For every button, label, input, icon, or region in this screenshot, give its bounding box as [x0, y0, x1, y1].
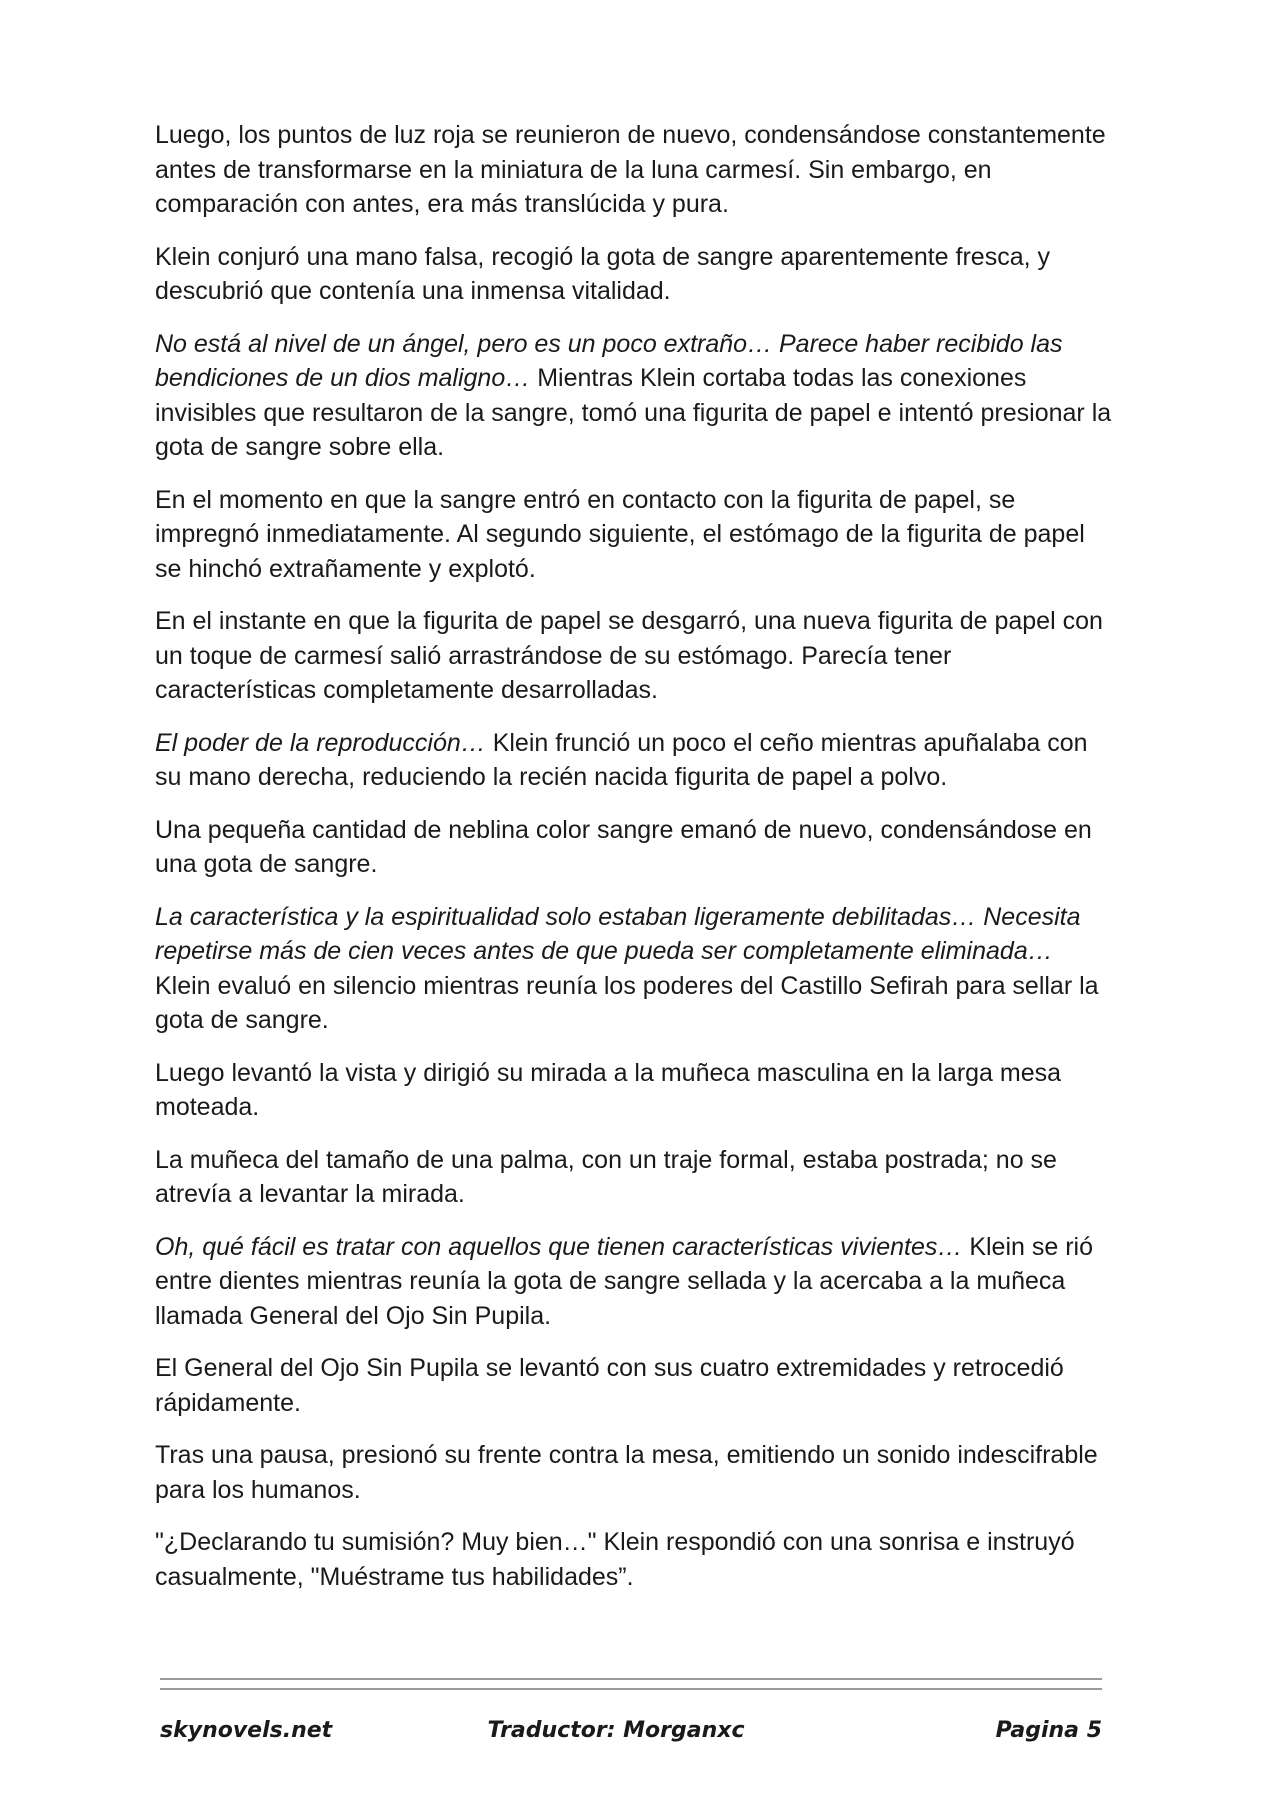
footer-divider-top — [160, 1678, 1102, 1680]
footer-translator: Traductor: Morganxc — [487, 1718, 745, 1743]
paragraph-text: Una pequeña cantidad de neblina color sangre emanó de nuevo, condensándose en una gota de sangre. — [155, 815, 1092, 878]
paragraph-text: Tras una pausa, presionó su frente contra la mesa, emitiendo un sonido indescifrable para los humanos. — [155, 1441, 1098, 1504]
paragraph-text: Klein se rió entre dientes mientras reunía la gota de sangre sellada y la acercaba a la muñeca llamada General del Ojo Sin Pupila. — [155, 1232, 1093, 1330]
footer-divider-bottom — [160, 1688, 1102, 1690]
paragraph-text: Klein frunció un poco el ceño mientras apuñalaba con su mano derecha, reduciendo la recién nacida figurita de papel a polvo. — [155, 728, 1088, 791]
paragraph-text: Klein conjuró una mano falsa, recogió la gota de sangre aparentemente fresca, y descubrió que contenía una inmensa vitalidad. — [155, 242, 1050, 305]
paragraph-text: El General del Ojo Sin Pupila se levantó con sus cuatro extremidades y retrocedió rápidamente. — [155, 1354, 1064, 1417]
paragraph — [155, 900, 1115, 1038]
paragraph — [155, 726, 1115, 795]
italic-thought: No está al nivel de un ángel, pero es un poco extraño… Parece haber recibido las bendiciones de un dios maligno… — [155, 329, 1063, 392]
italic-thought: El poder de la reproducción… — [155, 728, 486, 757]
paragraph — [155, 1143, 1115, 1212]
paragraph — [155, 240, 1115, 309]
paragraph-text: Luego, los puntos de luz roja se reunieron de nuevo, condensándose constantemente antes de transformarse en la miniatura de la luna carmesí. Sin embargo, en comparación con antes, era más translúcida y pura. — [155, 121, 1106, 218]
italic-thought: Oh, qué fácil es tratar con aquellos que tienen características vivientes… — [155, 1232, 963, 1261]
paragraph-text: Klein evaluó en silencio mientras reunía los poderes del Castillo Sefirah para sellar la gota de sangre. — [155, 971, 1099, 1034]
paragraph-text: "¿Declarando tu sumisión? Muy bien…" Klein respondió con una sonrisa e instruyó casualmente, "Muéstrame tus habilidades”. — [155, 1528, 1075, 1591]
chapter-body — [155, 118, 1115, 1612]
paragraph — [155, 1438, 1115, 1507]
paragraph-text: Mientras Klein cortaba todas las conexiones invisibles que resultaron de la sangre, tomó una figurita de papel e intentó presionar la gota de sangre sobre ella. — [155, 364, 1112, 461]
paragraph-text: Luego levantó la vista y dirigió su mirada a la muñeca masculina en la larga mesa moteada. — [155, 1058, 1062, 1121]
footer-page-number: Pagina 5 — [995, 1718, 1102, 1743]
paragraph — [155, 1525, 1115, 1594]
paragraph — [155, 118, 1115, 222]
paragraph-text: En el momento en que la sangre entró en contacto con la figurita de papel, se impregnó inmediatamente. Al segundo siguiente, el estómago de la figurita de papel se hinchó extrañamente y explotó. — [155, 485, 1085, 583]
paragraph — [155, 483, 1115, 587]
footer-site: skynovels.net — [160, 1718, 333, 1743]
paragraph-text: La muñeca del tamaño de una palma, con un traje formal, estaba postrada; no se atrevía a levantar la mirada. — [155, 1145, 1057, 1208]
paragraph — [155, 1230, 1115, 1334]
paragraph — [155, 327, 1115, 465]
paragraph — [155, 604, 1115, 708]
paragraph — [155, 1351, 1115, 1420]
paragraph — [155, 1056, 1115, 1125]
paragraph — [155, 813, 1115, 882]
paragraph-text: En el instante en que la figurita de papel se desgarró, una nueva figurita de papel con un toque de carmesí salió arrastrándose de su estómago. Parecía tener características completamente desarrolladas. — [155, 607, 1103, 704]
italic-thought: La característica y la espiritualidad solo estaban ligeramente debilitadas… Necesita repetirse más de cien veces antes de que pueda ser completamente eliminada… — [155, 902, 1081, 965]
